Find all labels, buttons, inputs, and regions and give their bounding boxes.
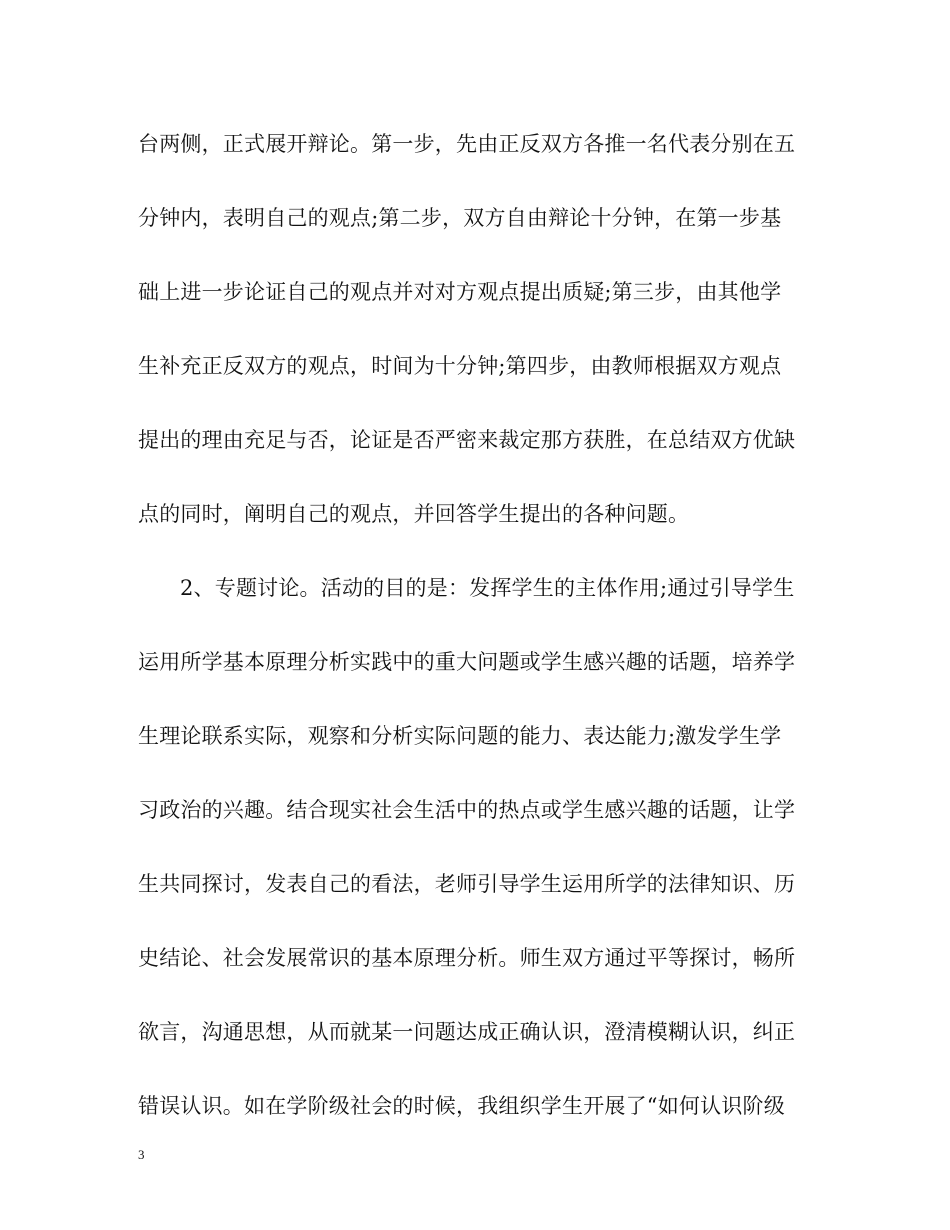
paragraph-start-line: 2、专题讨论。活动的目的是：发挥学生的主体作用;通过引导学生: [180, 576, 795, 600]
text-line: 分钟内，表明自己的观点;第二步，双方自由辩论十分钟，在第一步基: [138, 206, 782, 230]
text-line: 错误认识。如在学阶级社会的时候，我组织学生开展了“如何认识阶级: [138, 1094, 785, 1118]
text-line: 生补充正反双方的观点，时间为十分钟;第四步，由教师根据双方观点: [138, 354, 782, 378]
text-line: 欲言，沟通思想，从而就某一问题达成正确认识，澄清模糊认识，纠正: [138, 1020, 796, 1044]
text-line: 运用所学基本原理分析实践中的重大问题或学生感兴趣的话题，培养学: [138, 650, 796, 674]
text-line: 提出的理由充足与否，论证是否严密来裁定那方获胜，在总结双方优缺: [138, 428, 796, 452]
text-line: 点的同时，阐明自己的观点，并回答学生提出的各种问题。: [138, 502, 690, 526]
text-line: 史结论、社会发展常识的基本原理分析。师生双方通过平等探讨，畅所: [138, 946, 796, 970]
text-line: 生共同探讨，发表自己的看法，老师引导学生运用所学的法律知识、历: [138, 872, 796, 896]
text-line: 台两侧，正式展开辩论。第一步，先由正反双方各推一名代表分别在五: [138, 132, 796, 156]
page-number: 3: [138, 1147, 145, 1162]
text-line: 生理论联系实际，观察和分析实际问题的能力、表达能力;激发学生学: [138, 724, 782, 748]
text-line: 习政治的兴趣。结合现实社会生活中的热点或学生感兴趣的话题，让学: [138, 798, 796, 822]
text-line: 础上进一步论证自己的观点并对对方观点提出质疑;第三步，由其他学: [138, 280, 782, 304]
